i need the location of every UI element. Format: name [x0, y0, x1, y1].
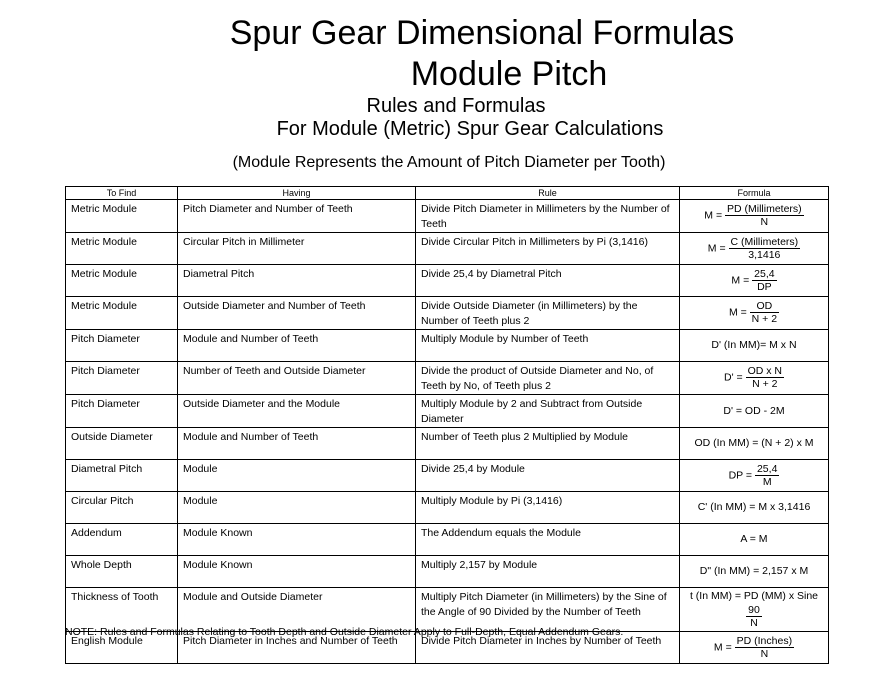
subtitle-module-definition: (Module Represents the Amount of Pitch Diameter per Tooth): [232, 154, 666, 171]
formula-lhs: D' =: [724, 371, 743, 384]
formula-fraction: [746, 604, 762, 630]
header-rule: Rule: [416, 187, 680, 200]
fraction-denominator: DP: [757, 280, 772, 293]
formula-lhs: M =: [704, 209, 723, 222]
formula-fraction: [729, 236, 801, 262]
cell-formula: [680, 492, 829, 524]
cell-formula: [680, 460, 829, 492]
cell-having: Outside Diameter and Number of Teeth: [178, 297, 416, 330]
table-header-row: [66, 187, 829, 200]
cell-to-find: Diametral Pitch: [66, 460, 178, 492]
table-row: [66, 362, 829, 395]
cell-rule: Multiply Module by Number of Teeth: [416, 330, 680, 362]
header-formula: Formula: [680, 187, 829, 200]
header-having: Having: [178, 187, 416, 200]
fraction-denominator: N + 2: [751, 313, 778, 325]
footnote: NOTE: Rules and Formulas Relating to Tooth Depth and Outside Diameter Apply to Full-Depth, Equal Addendum Gears.: [65, 626, 624, 638]
subtitle-calculations: For Module (Metric) Spur Gear Calculations: [276, 118, 664, 140]
cell-rule: Divide Circular Pitch in Millimeters by Pi (3,1416): [416, 233, 680, 265]
formula-fraction: [755, 463, 779, 489]
cell-to-find: Metric Module: [66, 297, 178, 330]
cell-formula: [680, 556, 829, 588]
cell-to-find: Whole Depth: [66, 556, 178, 588]
fraction-numerator: PD (Inches): [736, 634, 793, 647]
cell-having: Diametral Pitch: [178, 265, 416, 297]
formula-text: OD (In MM) = (N + 2) x M: [694, 437, 814, 449]
formula-lhs: M =: [707, 242, 726, 254]
subtitle-rules: Rules and Formulas: [366, 95, 546, 117]
cell-to-find: Metric Module: [66, 200, 178, 233]
fraction-denominator: N: [750, 617, 758, 630]
table-row: [66, 428, 829, 460]
formula-fraction: [750, 300, 779, 326]
cell-to-find: Metric Module: [66, 265, 178, 297]
table-row: [66, 524, 829, 556]
page-title: Spur Gear Dimensional Formulas: [229, 14, 735, 52]
fraction-numerator: OD x N: [747, 365, 782, 377]
table-row: [66, 395, 829, 428]
table-row: [66, 297, 829, 330]
cell-to-find: Addendum: [66, 524, 178, 556]
cell-formula: [680, 428, 829, 460]
page-subtitle-module-pitch: Module Pitch: [410, 55, 608, 93]
cell-formula: [680, 265, 829, 297]
cell-to-find: Outside Diameter: [66, 428, 178, 460]
cell-rule: The Addendum equals the Module: [416, 524, 680, 556]
cell-having: Module Known: [178, 556, 416, 588]
cell-to-find: English Module: [66, 632, 178, 664]
fraction-numerator: 90: [748, 604, 760, 617]
fraction-numerator: PD (Millimeters): [727, 203, 802, 215]
cell-to-find: Pitch Diameter: [66, 330, 178, 362]
formula-lhs: t (In MM) = PD (MM) x Sine: [689, 590, 819, 602]
fraction-denominator: M: [762, 475, 772, 488]
cell-having: Module Known: [178, 524, 416, 556]
table-row: [66, 200, 829, 233]
formula-lhs: DP =: [728, 469, 753, 481]
cell-to-find: Circular Pitch: [66, 492, 178, 524]
cell-rule: Divide Pitch Diameter in Millimeters by the Number of Teeth: [416, 200, 680, 233]
table-row: [66, 556, 829, 588]
cell-to-find: Thickness of Tooth: [66, 588, 178, 632]
fraction-numerator: C (Millimeters): [730, 235, 799, 248]
formula-fraction: [735, 635, 794, 661]
cell-rule: Multiply Pitch Diameter (in Millimeters) by the Sine of the Angle of 90 Divided by the Number of Teeth: [416, 588, 680, 632]
cell-rule: Divide Pitch Diameter in Inches by Number of Teeth: [416, 632, 680, 664]
fraction-denominator: N: [760, 216, 769, 228]
table-row: [66, 492, 829, 524]
cell-having: Circular Pitch in Millimeter: [178, 233, 416, 265]
formula-text: D" (In MM) = 2,157 x M: [699, 565, 809, 577]
fraction-denominator: N + 2: [752, 378, 778, 390]
cell-to-find: Metric Module: [66, 233, 178, 265]
formula-text: D' = OD - 2M: [723, 404, 785, 417]
cell-having: Module and Outside Diameter: [178, 588, 416, 632]
cell-rule: Number of Teeth plus 2 Multiplied by Module: [416, 428, 680, 460]
formula-lhs: M =: [728, 306, 747, 319]
formula-lhs: M =: [731, 274, 750, 286]
table-row: [66, 233, 829, 265]
formula-text: C' (In MM) = M x 3,1416: [697, 501, 811, 513]
cell-formula: [680, 330, 829, 362]
cell-rule: Divide the product of Outside Diameter and No, of Teeth by No, of Teeth plus 2: [416, 362, 680, 395]
cell-formula: [680, 395, 829, 428]
cell-formula: [680, 524, 829, 556]
formula-lhs: M =: [713, 641, 732, 654]
cell-having: Pitch Diameter and Number of Teeth: [178, 200, 416, 233]
cell-formula: [680, 362, 829, 395]
formula-text: D' (In MM)= M x N: [711, 339, 797, 351]
formulas-table: [65, 186, 829, 664]
cell-having: Module: [178, 492, 416, 524]
header-to-find: To Find: [66, 187, 178, 200]
cell-having: Outside Diameter and the Module: [178, 395, 416, 428]
fraction-numerator: 25,4: [754, 267, 775, 280]
cell-formula: [680, 200, 829, 233]
cell-formula: [680, 588, 829, 632]
formula-fraction: [746, 365, 784, 391]
cell-having: Module: [178, 460, 416, 492]
cell-having: Number of Teeth and Outside Diameter: [178, 362, 416, 395]
fraction-numerator: OD: [750, 300, 779, 313]
table-row: [66, 265, 829, 297]
cell-rule: Multiply 2,157 by Module: [416, 556, 680, 588]
formula-text: A = M: [740, 533, 768, 545]
formula-fraction: [752, 268, 776, 294]
cell-having: Pitch Diameter in Inches and Number of Teeth: [178, 632, 416, 664]
cell-rule: Multiply Module by 2 and Subtract from Outside Diameter: [416, 395, 680, 428]
fraction-numerator: 25,4: [756, 462, 778, 475]
fraction-denominator: 3,1416: [748, 248, 781, 261]
table-row: [66, 460, 829, 492]
cell-rule: Divide 25,4 by Diametral Pitch: [416, 265, 680, 297]
cell-rule: Divide 25,4 by Module: [416, 460, 680, 492]
cell-formula: [680, 632, 829, 664]
cell-to-find: Pitch Diameter: [66, 362, 178, 395]
cell-having: Module and Number of Teeth: [178, 428, 416, 460]
cell-rule: Multiply Module by Pi (3,1416): [416, 492, 680, 524]
cell-rule: Divide Outside Diameter (in Millimeters) by the Number of Teeth plus 2: [416, 297, 680, 330]
cell-formula: [680, 297, 829, 330]
table-row: [66, 330, 829, 362]
fraction-denominator: N: [760, 647, 769, 660]
cell-formula: [680, 233, 829, 265]
cell-to-find: Pitch Diameter: [66, 395, 178, 428]
cell-having: Module and Number of Teeth: [178, 330, 416, 362]
formula-fraction: [725, 203, 804, 229]
